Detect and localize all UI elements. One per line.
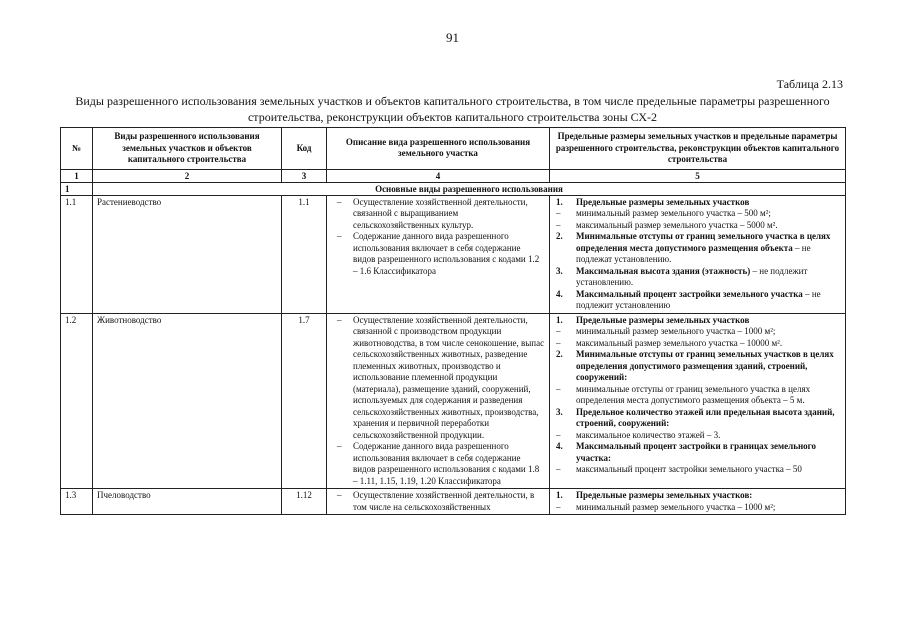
table-label: Таблица 2.13 [776,77,843,91]
use-type-name: Животноводство [93,313,282,489]
column-number: 3 [282,169,327,182]
description-item: – Осуществление хозяйственной деятельности, в том числе на сельскохозяйственных [331,490,545,513]
header-num: № [61,128,93,170]
use-type-name: Пчеловодство [93,489,282,515]
limit-number: 4. [556,288,563,299]
table-row [61,489,846,515]
limit-item: – минимальные отступы от границ земельного участка в целях определения места допустимого размещения объекта – 5 м. [554,384,841,407]
limit-item: – минимальный размер земельного участка – 500 м²; [554,208,841,220]
row-number: 1.2 [61,313,93,489]
limit-number: 3. [556,406,563,417]
page-number: 91 [446,30,459,45]
limit-value: – не подлежит установлению. [576,265,808,287]
header-code: Код [282,128,327,170]
zoning-table [60,127,846,515]
column-number: 4 [327,169,550,182]
limit-heading [554,441,841,464]
header-description: Описание вида разрешенного использования земельного участка [327,128,550,170]
row-number: 1.3 [61,489,93,515]
use-limits [550,489,846,515]
limit-heading [554,349,841,384]
section-num: 1 [61,182,93,195]
use-limits [550,313,846,489]
limit-heading [554,315,841,327]
section-title: Основные виды разрешенного использования [93,182,846,195]
limit-item: – максимальный размер земельного участка – 10000 м². [554,338,841,350]
description-item: – Осуществление хозяйственной деятельности, связанной с выращиванием сельскохозяйственных культур. [331,197,545,232]
limit-heading [554,197,841,209]
use-code: 1.7 [282,313,327,489]
limit-item: – максимальное количество этажей – 3. [554,430,841,442]
limit-heading [554,289,841,312]
description-list [331,315,545,488]
table-caption: Виды разрешенного использования земельных участков и объектов капитального строительства, в том числе предельные параметры разрешенного строительства, реконструкции объектов капитального строительства зоны СХ-2 [75,94,830,124]
column-number: 5 [550,169,846,182]
limit-heading [554,231,841,266]
use-description [327,195,550,313]
use-description [327,313,550,489]
column-numbers-row [61,169,846,182]
limit-item: – минимальный размер земельного участка – 1000 м²; [554,326,841,338]
limit-value: – не подлежат установлению. [576,242,811,264]
limit-title: Максимальный процент застройки земельного участка [576,288,803,299]
limit-heading [554,266,841,289]
description-item: – Содержание данного вида разрешенного использования включает в себя содержание видов разрешенного использования с кодами 1.8 – 1.11, 1.15, 1.19, 1.20 Классификатора [331,441,545,487]
section-row [61,182,846,195]
limit-number: 4. [556,441,563,451]
use-description [327,489,550,515]
description-list [331,490,545,513]
limit-value: – не подлежит установлению [576,288,821,310]
description-item: – Содержание данного вида разрешенного использования включает в себя содержание видов разрешенного использования с кодами 1.2 – 1.6 Классификатора [331,231,545,277]
use-code: 1.1 [282,195,327,313]
row-number: 1.1 [61,195,93,313]
limit-number: 3. [556,265,563,276]
limit-number: 1. [556,490,563,500]
use-type-name: Растениеводство [93,195,282,313]
header-limits: Предельные размеры земельных участков и предельные параметры разрешенного строительства, реконструкции объектов капитального строительства [550,128,846,170]
header-types: Виды разрешенного использования земельных участков и объектов капитального строительства [93,128,282,170]
limit-item: – максимальный размер земельного участка – 5000 м². [554,220,841,232]
limit-title: Предельные размеры земельных участков: [576,490,753,500]
table-row [61,195,846,313]
limit-item: – минимальный размер земельного участка – 1000 м²; [554,502,841,514]
limit-heading [554,490,841,502]
limit-number: 2. [556,349,563,359]
limit-title: Предельные размеры земельных участков [576,196,750,207]
description-list [331,197,545,278]
limit-title: Максимальный процент застройки в границах земельного участка: [576,441,817,463]
limit-title: Предельное количество этажей или предельная высота зданий, строений, сооружений: [576,406,835,428]
limit-number: 1. [556,314,563,325]
limit-item: – максимальный процент застройки земельного участка – 50 [554,464,841,476]
limit-heading [554,407,841,430]
column-number: 1 [61,169,93,182]
limit-title: Минимальные отступы от границ земельных участков в целях определения допустимого размещения зданий, строений, сооружений: [576,349,834,382]
limit-title: Максимальная высота здания (этажность) [576,265,751,276]
limit-title: Минимальные отступы от границ земельного участка в целях определения места допустимого размещения объекта [576,231,831,253]
limit-title: Предельные размеры земельных участков [576,314,750,325]
limit-number: 1. [556,196,563,207]
use-code: 1.12 [282,489,327,515]
header-row [61,128,846,170]
column-number: 2 [93,169,282,182]
description-item: – Осуществление хозяйственной деятельности, связанной с производством продукции животноводства, в том числе сенокошение, выпас сельскохозяйственных животных, разведение племенных животных, производство и использование племенной продукции (материала), размещение зданий, сооружений, используемых для содержания и разведения сельскохозяйственных животных, производства, хранения и первичной переработки сельскохозяйственной продукции. [331,315,545,442]
use-limits [550,195,846,313]
limit-number: 2. [556,231,563,241]
table-row [61,313,846,489]
